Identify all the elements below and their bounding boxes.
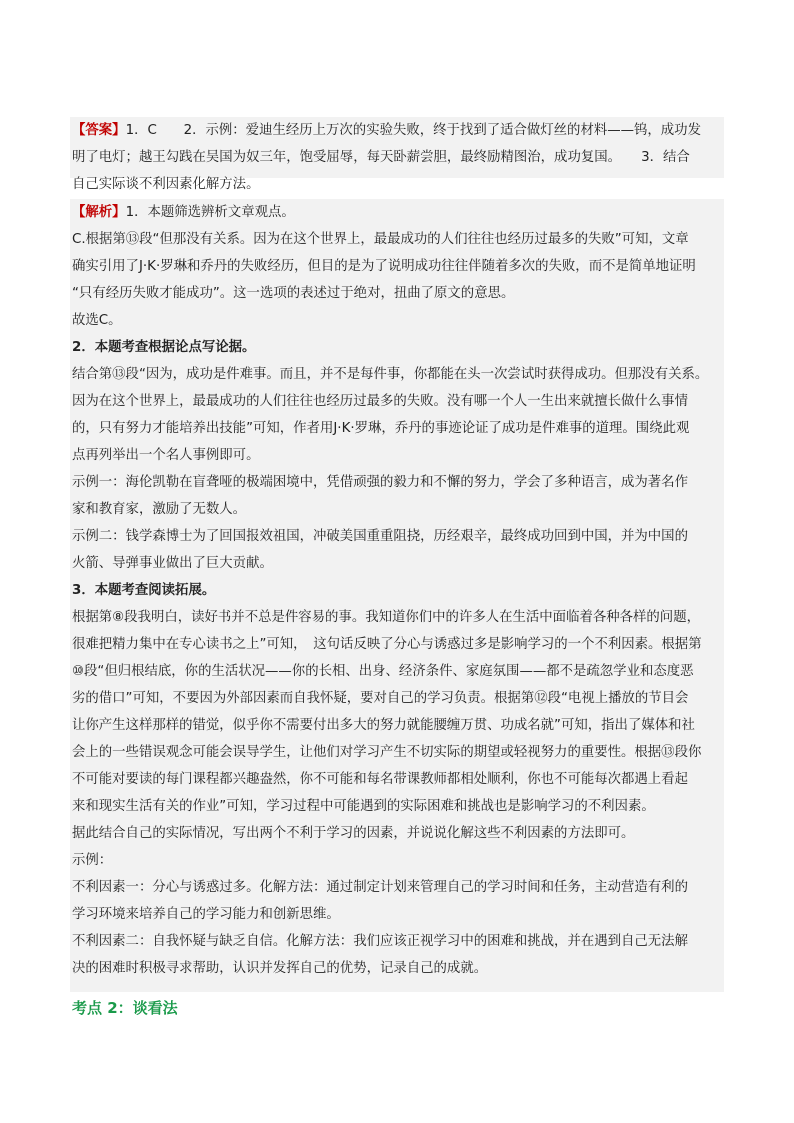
analysis-item-heading: 3．本题考查阅读拓展。	[72, 583, 216, 598]
analysis-line: 的，只有努力才能培养出技能”可知，作者用J·K·罗琳，乔丹的事迹论证了成功是件难事的道理。围绕此观	[72, 421, 690, 436]
analysis-item-heading: 2．本题考查根据论点写论据。	[72, 340, 256, 355]
analysis-line: 不可能对要读的每门课程都兴趣盎然，你不可能和每名带课教师都相处顺利，你也不可能每次都遇上看起	[72, 772, 688, 787]
analysis-line: 火箭、导弹事业做出了巨大贡献。	[72, 556, 273, 571]
analysis-line	[72, 199, 722, 226]
analysis-line: 故选C。	[72, 313, 122, 328]
analysis-line: 示例：	[72, 853, 113, 868]
analysis-line: 不利因素一：分心与诱惑过多。化解方法：通过制定计划来管理自己的学习时间和任务，主动营造有利的	[72, 880, 688, 895]
analysis-line: 家和教育家，激励了无数人。	[72, 502, 247, 517]
analysis-line: 示例二：钱学森博士为了回国报效祖国，冲破美国重重阻挠，历经艰辛，最终成功回到中国，并为中国的	[72, 529, 688, 544]
analysis-line: 很难把精力集中在专心读书之上”可知， 这句话反映了分心与诱惑过多是影响学习的一个不利因素。根据第	[72, 637, 702, 652]
analysis-line: 决的困难时积极寻求帮助，认识并发挥自己的优势，记录自己的成就。	[72, 961, 488, 976]
answer-line: 明了电灯；越王勾践在吴国为奴三年，饱受屈辱，每天卧薪尝胆，最终励精图治，成功复国。 3．结合	[72, 150, 690, 165]
section-title: 考点 2：谈看法	[72, 999, 178, 1017]
analysis-line: 会上的一些错误观念可能会误导学生，让他们对学习产生不切实际的期望或轻视努力的重要性。根据⑬段你	[72, 745, 702, 760]
analysis-line: ⑩段“但归根结底，你的生活状况——你的长相、出身、经济条件、家庭氛围——都不是疏忽学业和态度恶	[72, 664, 694, 679]
answer-line: 自己实际谈不利因素化解方法。	[72, 177, 260, 192]
analysis-line: 据此结合自己的实际情况，写出两个不利于学习的因素，并说说化解这些不利因素的方法即可。	[72, 826, 635, 841]
answer-tag: 【答案】	[72, 123, 126, 138]
analysis-line: 示例一：海伦凯勒在盲聋哑的极端困境中，凭借顽强的毅力和不懈的努力，学会了多种语言，成为著名作	[72, 475, 688, 490]
analysis-block	[70, 199, 724, 992]
analysis-line: 点再列举出一个名人事例即可。	[72, 448, 260, 463]
analysis-line: 根据第⑧段我明白，读好书并不总是件容易的事。我知道你们中的许多人在生活中面临着各种各样的问题，	[72, 610, 700, 625]
analysis-line: C.根据第⑬段“但那没有关系。因为在这个世界上，最最成功的人们往往也经历过最多的失败”可知，文章	[72, 232, 689, 247]
analysis-line: 因为在这个世界上，最最成功的人们往往也经历过最多的失败。没有哪一个人一生出来就擅长做什么事情	[72, 394, 688, 409]
answer-text: 1．C 2．示例：爱迪生经历上万次的实验失败，终于找到了适合做灯丝的材料——钨，成功发	[125, 123, 701, 138]
analysis-line: 不利因素二：自我怀疑与缺乏自信。化解方法：我们应该正视学习中的困难和挑战，并在遇到自己无法解	[72, 934, 688, 949]
analysis-line: “只有经历失败才能成功”。这一选项的表述过于绝对，扭曲了原文的意思。	[72, 286, 515, 301]
answer-block	[70, 117, 724, 192]
analysis-line: 学习环境来培养自己的学习能力和创新思维。	[72, 907, 340, 922]
analysis-tag: 【解析】	[72, 205, 126, 220]
analysis-text: 1．本题筛选辨析文章观点。	[125, 205, 295, 220]
answer-line	[72, 117, 722, 144]
analysis-line: 来和现实生活有关的作业”可知，学习过程中可能遇到的实际困难和挑战也是影响学习的不利因素。	[72, 799, 655, 814]
analysis-line: 劣的借口”可知，不要因为外部因素而自我怀疑，要对自己的学习负责。根据第⑫段“电视上播放的节目会	[72, 691, 689, 706]
analysis-line: 结合第⑬段“因为，成功是件难事。而且，并不是每件事，你都能在头一次尝试时获得成功。但那没有关系。	[72, 367, 709, 382]
analysis-line: 让你产生这样那样的错觉，似乎你不需要付出多大的努力就能腰缠万贯、功成名就”可知，指出了媒体和社	[72, 718, 695, 733]
analysis-line: 确实引用了J·K·罗琳和乔丹的失败经历，但目的是为了说明成功往往伴随着多次的失败，而不是简单地证明	[72, 259, 696, 274]
